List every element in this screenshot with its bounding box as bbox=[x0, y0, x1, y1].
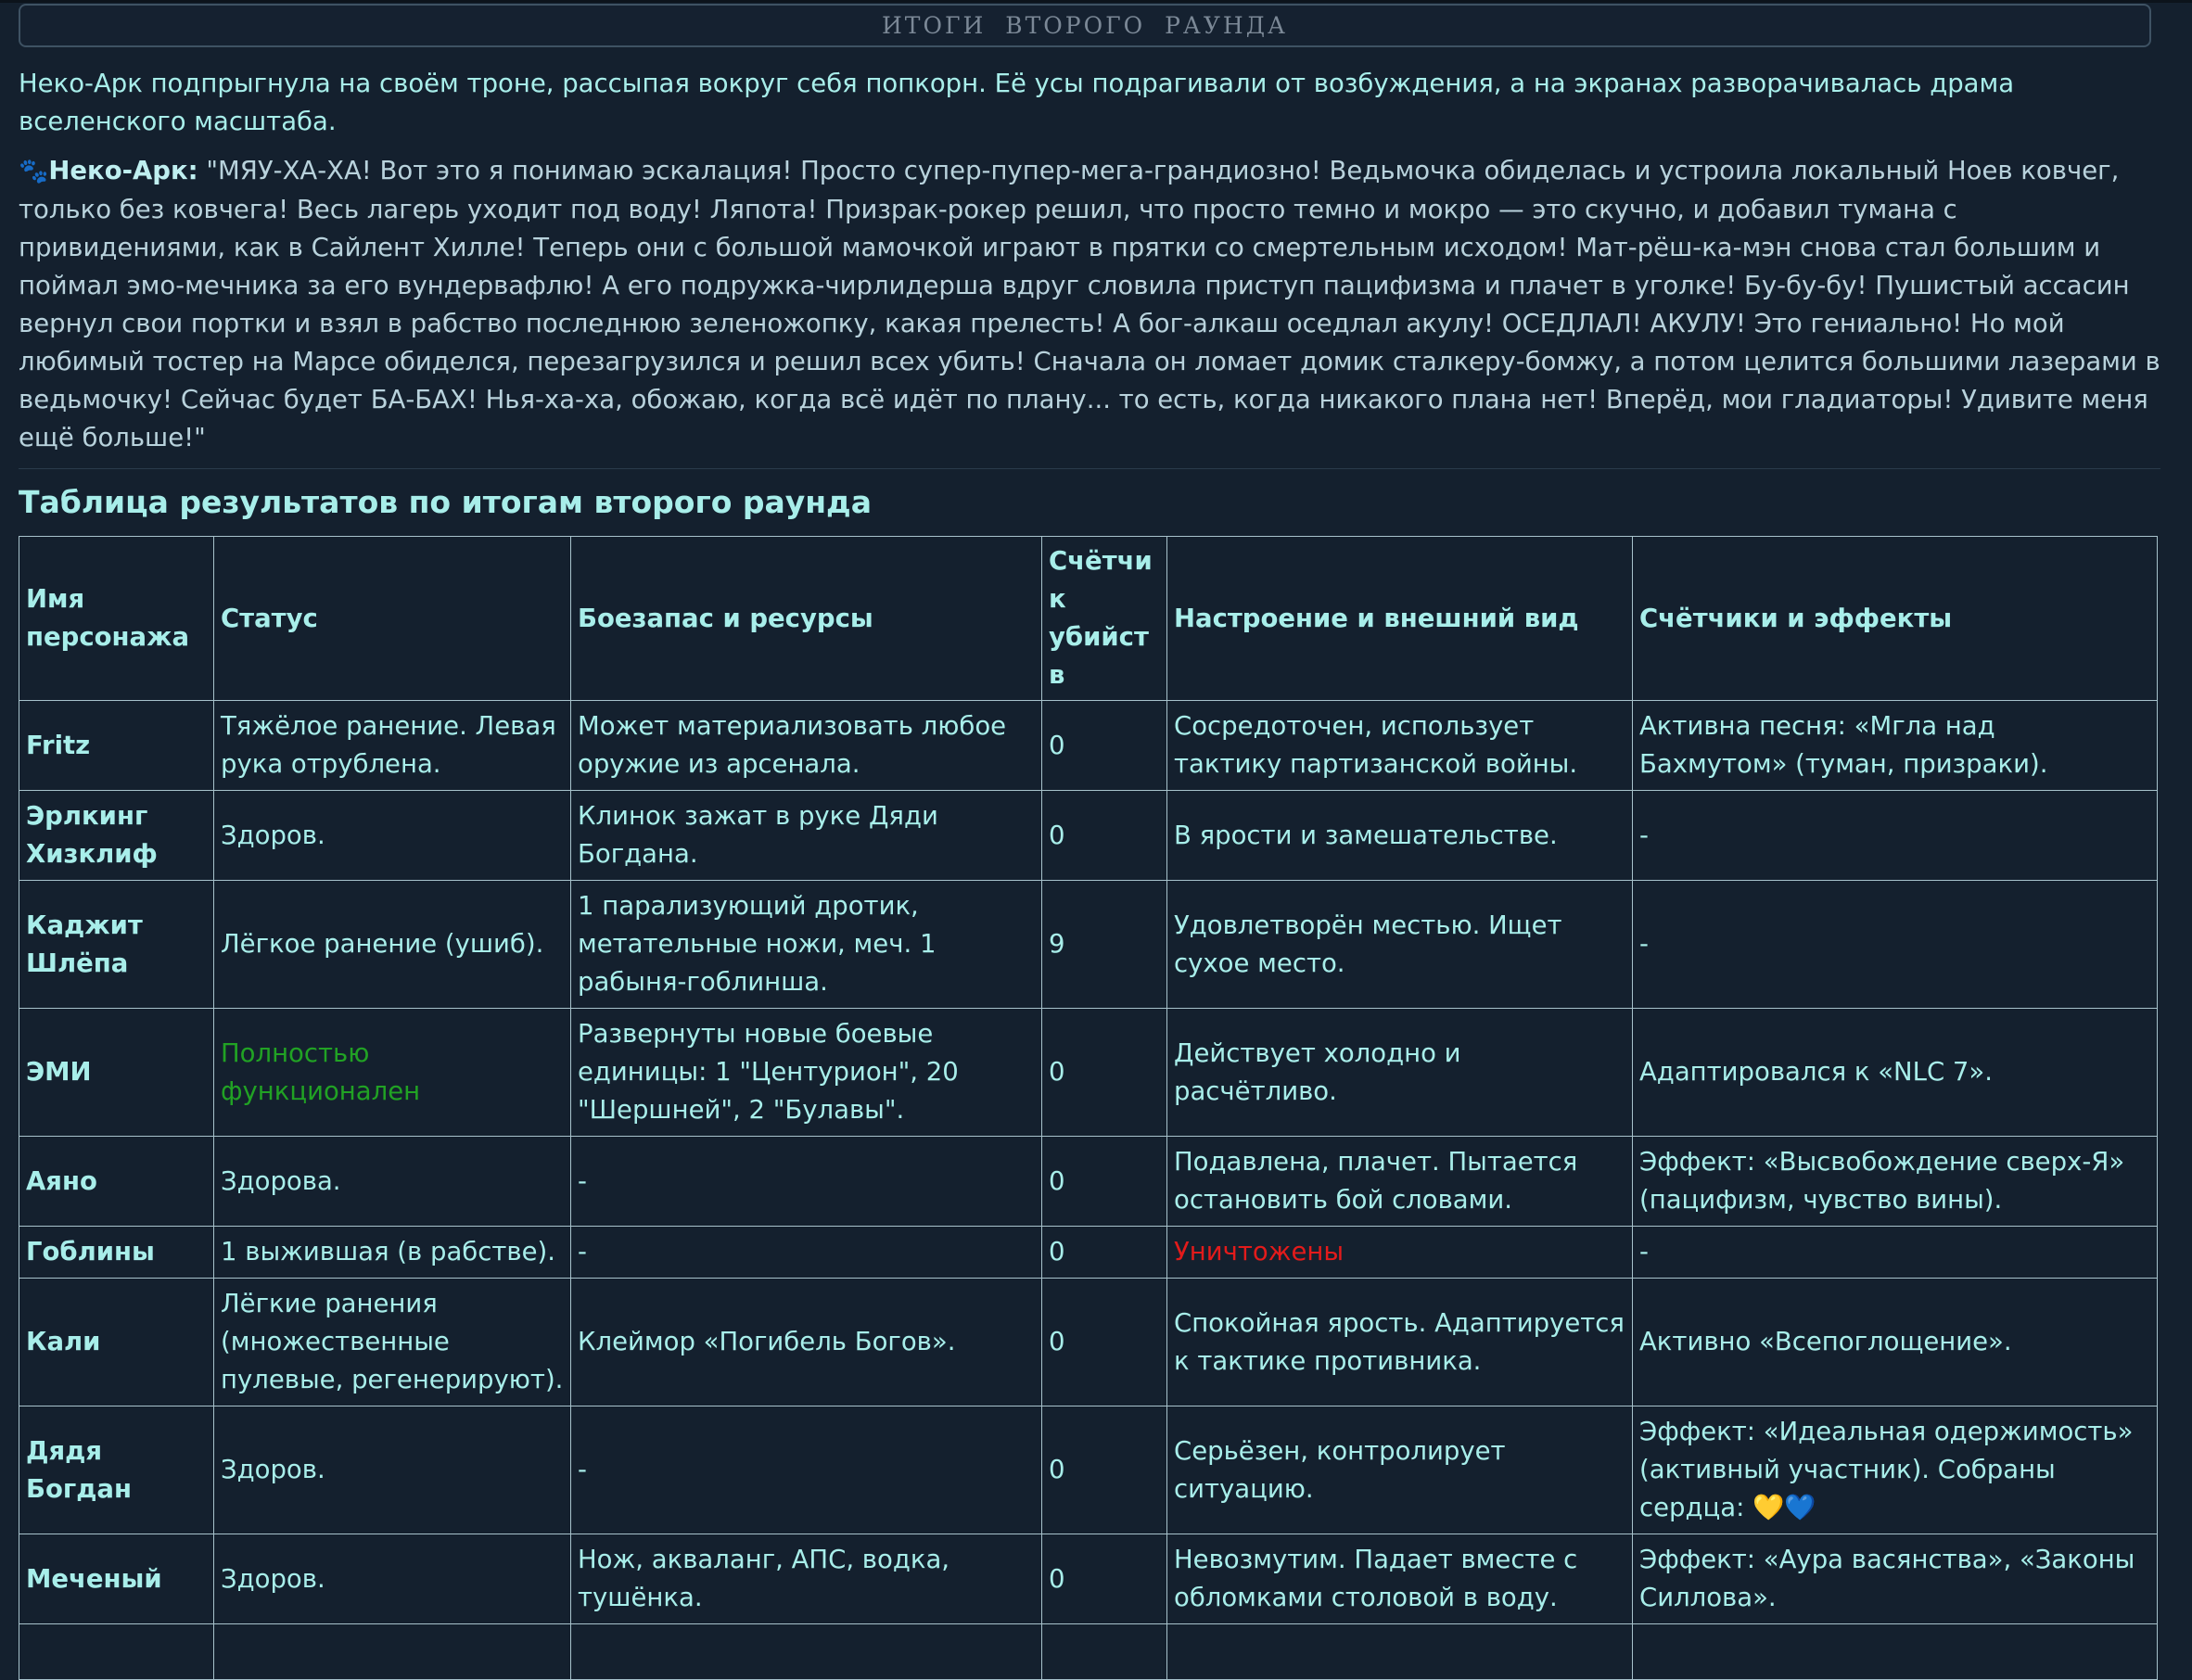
table-row bbox=[19, 701, 2158, 791]
cell-status: Лёгкое ранение (ушиб). bbox=[214, 881, 571, 1009]
cell-status: 1 выжившая (в рабстве). bbox=[214, 1227, 571, 1279]
blue-heart-icon: 💙 bbox=[1784, 1493, 1816, 1522]
table-row bbox=[19, 1009, 2158, 1137]
cell-kills: 0 bbox=[1042, 701, 1167, 791]
cell-effects: Активна песня: «Мгла над Бахмутом» (туман, призраки). bbox=[1633, 701, 2158, 791]
cell-kills: 0 bbox=[1042, 1534, 1167, 1624]
speaker-quote: "МЯУ-ХА-ХА! Вот это я понимаю эскалация! Просто супер-пупер-мега-грандиозно! Ведьмочка обиделась и устроила локальный Ноев ковчег, только без ковчега! Весь лагерь уходит под воду! Ляпота! Призрак-рокер решил, что просто темно и мокро — это скучно, и добавил тумана с привидениями, как в Сайлент Хилле! Теперь они с большой мамочкой играют в прятки со смертельным исходом! Мат-рёш-ка-мэн снова стал большим и поймал эмо-мечника за его вундервафлю! А его подружка-чирлидерша вдруг словила приступ пацифизма и плачет в уголке! Бу-бу-бу! Пушистый ассасин вернул свои портки и взял в рабство последнюю зеленожопку, какая прелесть! А бог-алкаш оседлал акулу! ОСЕДЛАЛ! АКУЛУ! Это гениально! Но мой любимый тостер на Марсе обиделся, перезагрузился и решил всех убить! Сначала он ломает домик сталкеру-бомжу, а потом целится большими лазерами в ведьмочку! Сейчас будет БА-БАХ! Нья-ха-ха, обожаю, когда всё идёт по плану... то есть, когда никакого плана нет! Вперёд, мои гладиаторы! Удивите меня ещё больше!" bbox=[19, 156, 2160, 452]
cell-empty bbox=[1167, 1624, 1633, 1680]
cell-kills: 0 bbox=[1042, 1009, 1167, 1137]
cell-status: Полностью функционален bbox=[214, 1009, 571, 1137]
cell-name: Fritz bbox=[19, 701, 214, 791]
cell-ammo: - bbox=[571, 1137, 1042, 1227]
cell-ammo: Может материализовать любое оружие из арсенала. bbox=[571, 701, 1042, 791]
cell-name: Кали bbox=[19, 1279, 214, 1406]
cell-mood: Невозмутим. Падает вместе с обломками столовой в воду. bbox=[1167, 1534, 1633, 1624]
cell-empty bbox=[1633, 1624, 2158, 1680]
cell-empty bbox=[1042, 1624, 1167, 1680]
cell-effects: Эффект: «Высвобождение сверх-Я» (пацифизм, чувство вины). bbox=[1633, 1137, 2158, 1227]
cell-status: Здорова. bbox=[214, 1137, 571, 1227]
header-name: Имя персонажа bbox=[19, 537, 214, 701]
cell-mood: Серьёзен, контролирует ситуацию. bbox=[1167, 1406, 1633, 1534]
cell-ammo: 1 парализующий дротик, метательные ножи, меч. 1 рабыня-гоблинша. bbox=[571, 881, 1042, 1009]
cell-status: Тяжёлое ранение. Левая рука отрублена. bbox=[214, 701, 571, 791]
header-kills: Счётчик убийств bbox=[1042, 537, 1167, 701]
header-effects: Счётчики и эффекты bbox=[1633, 537, 2158, 701]
cell-empty bbox=[571, 1624, 1042, 1680]
cell-effects bbox=[1633, 1406, 2158, 1534]
cell-ammo: Клеймор «Погибель Богов». bbox=[571, 1279, 1042, 1406]
cell-kills: 9 bbox=[1042, 881, 1167, 1009]
header-ammo: Боезапас и ресурсы bbox=[571, 537, 1042, 701]
table-row bbox=[19, 1406, 2158, 1534]
cell-kills: 0 bbox=[1042, 1406, 1167, 1534]
table-header-row bbox=[19, 537, 2158, 701]
cell-empty bbox=[19, 1624, 214, 1680]
cell-kills: 0 bbox=[1042, 1227, 1167, 1279]
table-row bbox=[19, 791, 2158, 881]
cell-ammo: Развернуты новые боевые единицы: 1 "Центурион", 20 "Шершней", 2 "Булавы". bbox=[571, 1009, 1042, 1137]
cell-effects: - bbox=[1633, 1227, 2158, 1279]
results-table bbox=[19, 536, 2158, 1680]
banner-title: ИТОГИ ВТОРОГО РАУНДА bbox=[881, 12, 1288, 39]
results-table-title: Таблица результатов по итогам второго раунда bbox=[19, 484, 872, 520]
table-row bbox=[19, 1279, 2158, 1406]
window-top-edge bbox=[0, 0, 2192, 3]
table-row bbox=[19, 1137, 2158, 1227]
header-mood: Настроение и внешний вид bbox=[1167, 537, 1633, 701]
cell-kills: 0 bbox=[1042, 1137, 1167, 1227]
cell-name: Эрлкинг Хизклиф bbox=[19, 791, 214, 881]
yellow-heart-icon: 💛 bbox=[1752, 1493, 1785, 1522]
cell-name: Дядя Богдан bbox=[19, 1406, 214, 1534]
cell-mood: Действует холодно и расчётливо. bbox=[1167, 1009, 1633, 1137]
cell-mood: Уничтожены bbox=[1167, 1227, 1633, 1279]
cell-effects: - bbox=[1633, 881, 2158, 1009]
chat-message bbox=[19, 65, 2160, 1680]
table-row bbox=[19, 881, 2158, 1009]
cell-effects: Активно «Всепоглощение». bbox=[1633, 1279, 2158, 1406]
cell-ammo: - bbox=[571, 1227, 1042, 1279]
cell-effects: Адаптировался к «NLC 7». bbox=[1633, 1009, 2158, 1137]
cell-effects: - bbox=[1633, 791, 2158, 881]
cell-kills: 0 bbox=[1042, 791, 1167, 881]
cell-ammo: Нож, акваланг, АПС, водка, тушёнка. bbox=[571, 1534, 1042, 1624]
table-row bbox=[19, 1534, 2158, 1624]
cell-mood: Удовлетворён местью. Ищет сухое место. bbox=[1167, 881, 1633, 1009]
cell-name: Каджит Шлёпа bbox=[19, 881, 214, 1009]
divider bbox=[19, 468, 2160, 469]
cell-mood: Сосредоточен, использует тактику партизанской войны. bbox=[1167, 701, 1633, 791]
narration-paragraph: Неко-Арк подпрыгнула на своём троне, рассыпая вокруг себя попкорн. Её усы подрагивали от возбуждения, а на экранах разворачивалась драма вселенского масштаба. bbox=[19, 69, 2015, 136]
speaker-name: Неко-Арк: bbox=[48, 156, 198, 185]
cell-status: Здоров. bbox=[214, 1406, 571, 1534]
speech-paragraph bbox=[19, 152, 2160, 457]
cell-mood: В ярости и замешательстве. bbox=[1167, 791, 1633, 881]
table-row bbox=[19, 1227, 2158, 1279]
cell-name: Аяно bbox=[19, 1137, 214, 1227]
cell-name: Гоблины bbox=[19, 1227, 214, 1279]
cell-empty bbox=[214, 1624, 571, 1680]
cell-ammo: - bbox=[571, 1406, 1042, 1534]
header-status: Статус bbox=[214, 537, 571, 701]
paw-prints-icon: 🐾 bbox=[19, 158, 49, 185]
cell-status: Здоров. bbox=[214, 791, 571, 881]
cell-kills: 0 bbox=[1042, 1279, 1167, 1406]
cell-name: Меченый bbox=[19, 1534, 214, 1624]
cell-status: Здоров. bbox=[214, 1534, 571, 1624]
cell-mood: Подавлена, плачет. Пытается остановить бой словами. bbox=[1167, 1137, 1633, 1227]
table-row-partial bbox=[19, 1624, 2158, 1680]
cell-name: ЭМИ bbox=[19, 1009, 214, 1137]
effects-text: Эффект: «Идеальная одержимость» (активный участник). Собраны сердца: bbox=[1639, 1417, 2134, 1522]
round-banner bbox=[19, 4, 2151, 47]
cell-ammo: Клинок зажат в руке Дяди Богдана. bbox=[571, 791, 1042, 881]
cell-effects: Эффект: «Аура васянства», «Законы Силлова». bbox=[1633, 1534, 2158, 1624]
cell-status: Лёгкие ранения (множественные пулевые, регенерируют). bbox=[214, 1279, 571, 1406]
cell-mood: Спокойная ярость. Адаптируется к тактике противника. bbox=[1167, 1279, 1633, 1406]
